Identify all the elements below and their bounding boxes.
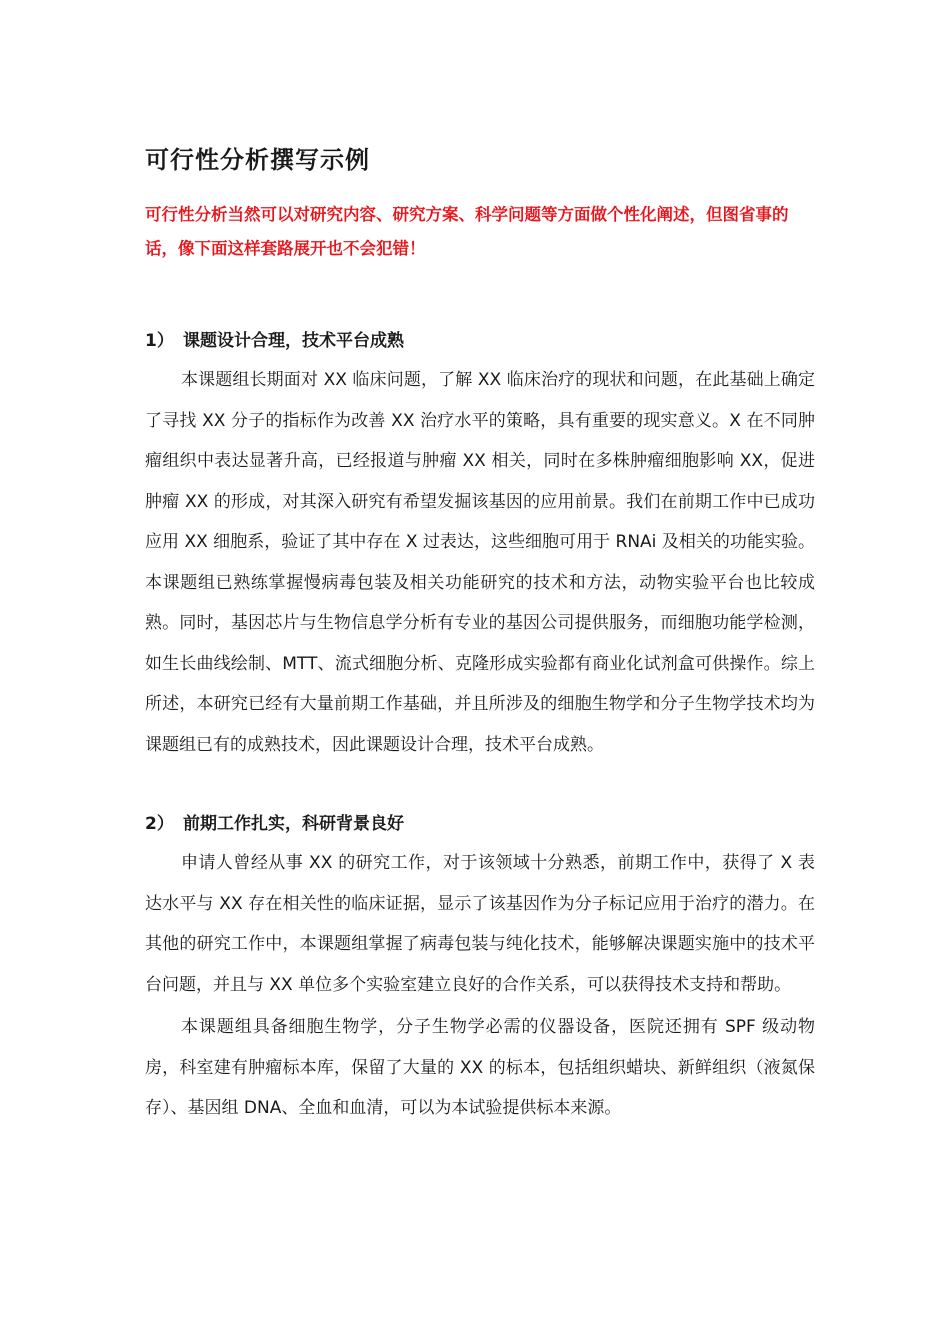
section-2-paragraph-2: 本课题组具备细胞生物学，分子生物学必需的仪器设备，医院还拥有 SPF 级动物房，科室建有肿瘤标本库，保留了大量的 XX 的标本，包括组织蜡块、新鲜组织（液氮保存）、基因组 DNA、全血和血清，可以为本试验提供标本来源。: [145, 1017, 815, 1118]
section-2: [145, 807, 815, 1129]
section-2-paragraph-1: 申请人曾经从事 XX 的研究工作，对于该领域十分熟悉，前期工作中，获得了 X 表达水平与 XX 存在相关性的临床证据，显示了该基因作为分子标记应用于治疗的潜力。在其他的研究工作中，本课题组掌握了病毒包装与纯化技术，能够解决课题实施中的技术平台问题，并且与 XX 单位多个实验室建立良好的合作关系，可以获得技术支持和帮助。: [145, 853, 815, 995]
section-1-heading: [145, 324, 815, 358]
section-1: [145, 324, 815, 765]
section-2-heading: [145, 807, 815, 841]
section-1-number: 1）: [145, 331, 174, 351]
section-1-paragraph-1: 本课题组长期面对 XX 临床问题，了解 XX 临床治疗的现状和问题，在此基础上确定了寻找 XX 分子的指标作为改善 XX 治疗水平的策略，具有重要的现实意义。X 在不同肿瘤组织中表达显著升高，已经报道与肿瘤 XX 相关，同时在多株肿瘤细胞影响 XX，促进肿瘤 XX 的形成，对其深入研究有希望发掘该基因的应用前景。我们在前期工作中已成功应用 XX 细胞系，验证了其中存在 X 过表达，这些细胞可用于 RNAi 及相关的功能实验。本课题组已熟练掌握慢病毒包装及相关功能研究的技术和方法，动物实验平台也比较成熟。同时，基因芯片与生物信息学分析有专业的基因公司提供服务，而细胞功能学检测，如生长曲线绘制、MTT、流式细胞分析、克隆形成实验都有商业化试剂盒可供操作。综上所述，本研究已经有大量前期工作基础，并且所涉及的细胞生物学和分子生物学技术均为课题组已有的成熟技术，因此课题设计合理，技术平台成熟。: [145, 370, 815, 755]
highlight-note: 可行性分析当然可以对研究内容、研究方案、科学问题等方面做个性化阐述，但图省事的话，像下面这样套路展开也不会犯错！: [145, 205, 789, 258]
page-title: 可行性分析撰写示例: [145, 146, 370, 174]
section-2-number: 2）: [145, 814, 174, 834]
section-1-heading-text: 课题设计合理，技术平台成熟: [183, 331, 404, 351]
section-2-heading-text: 前期工作扎实，科研背景良好: [183, 814, 404, 834]
